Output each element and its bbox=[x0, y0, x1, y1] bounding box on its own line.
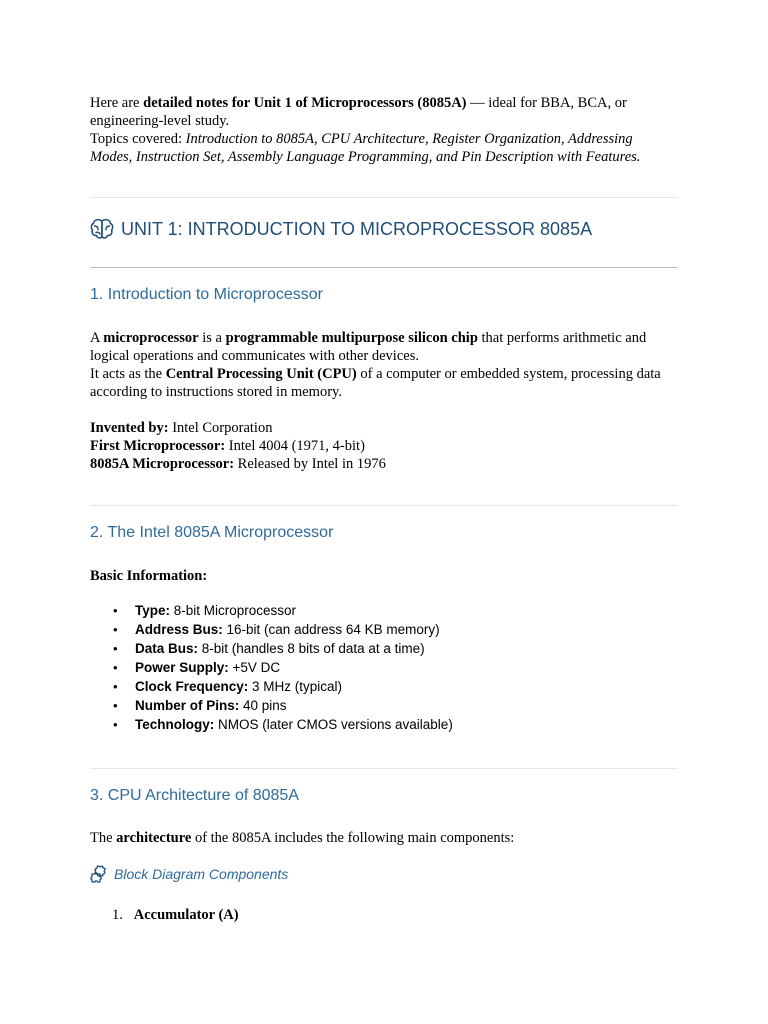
paragraph bbox=[90, 329, 678, 365]
fact-label: Invented by: bbox=[90, 420, 169, 436]
list-item bbox=[90, 696, 453, 715]
text: The bbox=[90, 830, 117, 846]
item-label: Data Bus: bbox=[135, 641, 199, 656]
section-2-heading: 2. The Intel 8085A Microprocessor bbox=[90, 524, 334, 541]
unit-heading-text: UNIT 1: INTRODUCTION TO MICROPROCESSOR 8085A bbox=[121, 218, 593, 239]
text: of a computer or embedded system, processing data according to instructions stored in memory. bbox=[90, 366, 661, 400]
text: It acts as the bbox=[90, 366, 166, 382]
intro-block bbox=[90, 94, 678, 166]
divider bbox=[90, 768, 678, 769]
item-value: 16-bit (can address 64 KB memory) bbox=[222, 622, 440, 637]
item-label: Address Bus: bbox=[135, 622, 223, 637]
topics-list: Introduction to 8085A, CPU Architecture, Register Organization, Addressing Modes, Instruction Set, Assembly Language Programming, and Pin Description with Features. bbox=[90, 131, 641, 165]
fact-line bbox=[90, 437, 678, 455]
unit-heading bbox=[90, 218, 592, 240]
item-value: +5V DC bbox=[228, 660, 281, 675]
item-label: Number of Pins: bbox=[135, 698, 240, 713]
item-label: Clock Frequency: bbox=[135, 679, 249, 694]
bold-text: programmable multipurpose silicon chip bbox=[225, 330, 478, 346]
text: is a bbox=[198, 330, 226, 346]
text: of the 8085A includes the following main components: bbox=[191, 830, 515, 846]
intro-line bbox=[90, 94, 678, 130]
fact-line bbox=[90, 419, 678, 437]
item-label: Type: bbox=[135, 603, 171, 618]
list-item bbox=[90, 620, 453, 639]
list-item bbox=[112, 906, 239, 924]
item-label: Technology: bbox=[135, 717, 215, 732]
topics-label: Topics covered: bbox=[90, 131, 186, 147]
topics-line bbox=[90, 130, 678, 166]
intro-bold-text: detailed notes for Unit 1 of Microprocessors (8085A) bbox=[143, 95, 467, 111]
list-item bbox=[90, 715, 453, 734]
text: that performs arithmetic and logical operations and communicates with other devices. bbox=[90, 330, 647, 364]
fact-label: 8085A Microprocessor: bbox=[90, 456, 235, 472]
list-number: 1. bbox=[112, 907, 123, 923]
divider bbox=[90, 267, 678, 268]
item-label: Power Supply: bbox=[135, 660, 229, 675]
list-item-label: Accumulator (A) bbox=[133, 907, 239, 923]
fact-line bbox=[90, 455, 678, 473]
basic-info-list bbox=[90, 601, 453, 734]
fact-value: Intel 4004 (1971, 4-bit) bbox=[225, 438, 365, 454]
bold-text: Central Processing Unit (CPU) bbox=[165, 366, 357, 382]
fact-value: Released by Intel in 1976 bbox=[234, 456, 386, 472]
block-diagram-heading bbox=[90, 865, 288, 883]
divider bbox=[90, 197, 678, 198]
section-1-heading: 1. Introduction to Microprocessor bbox=[90, 286, 323, 303]
intro-text: Here are bbox=[90, 95, 144, 111]
list-item bbox=[90, 601, 453, 620]
section-3-heading: 3. CPU Architecture of 8085A bbox=[90, 787, 299, 804]
section-1-body bbox=[90, 329, 678, 401]
list-item bbox=[90, 658, 453, 677]
puzzle-icon bbox=[90, 865, 110, 883]
fact-label: First Microprocessor: bbox=[90, 438, 226, 454]
item-value: 3 MHz (typical) bbox=[248, 679, 343, 694]
list-item bbox=[90, 639, 453, 658]
item-value: 8-bit (handles 8 bits of data at a time) bbox=[198, 641, 425, 656]
fact-value: Intel Corporation bbox=[168, 420, 273, 436]
basic-info-label: Basic Information: bbox=[90, 568, 208, 584]
bold-text: architecture bbox=[116, 830, 192, 846]
paragraph bbox=[90, 365, 678, 401]
section-3-body bbox=[90, 829, 678, 847]
list-item bbox=[90, 677, 453, 696]
item-value: NMOS (later CMOS versions available) bbox=[214, 717, 453, 732]
facts-block bbox=[90, 419, 678, 473]
item-value: 8-bit Microprocessor bbox=[170, 603, 297, 618]
basic-info-heading bbox=[90, 567, 678, 585]
bold-text: microprocessor bbox=[103, 330, 199, 346]
brain-icon bbox=[90, 218, 114, 240]
divider bbox=[90, 505, 678, 506]
item-value: 40 pins bbox=[239, 698, 287, 713]
intro-text-end: — ideal for BBA, BCA, or engineering-level study. bbox=[90, 95, 627, 129]
text: A bbox=[90, 330, 104, 346]
paragraph bbox=[90, 829, 678, 847]
block-diagram-heading-text: Block Diagram Components bbox=[114, 866, 289, 882]
